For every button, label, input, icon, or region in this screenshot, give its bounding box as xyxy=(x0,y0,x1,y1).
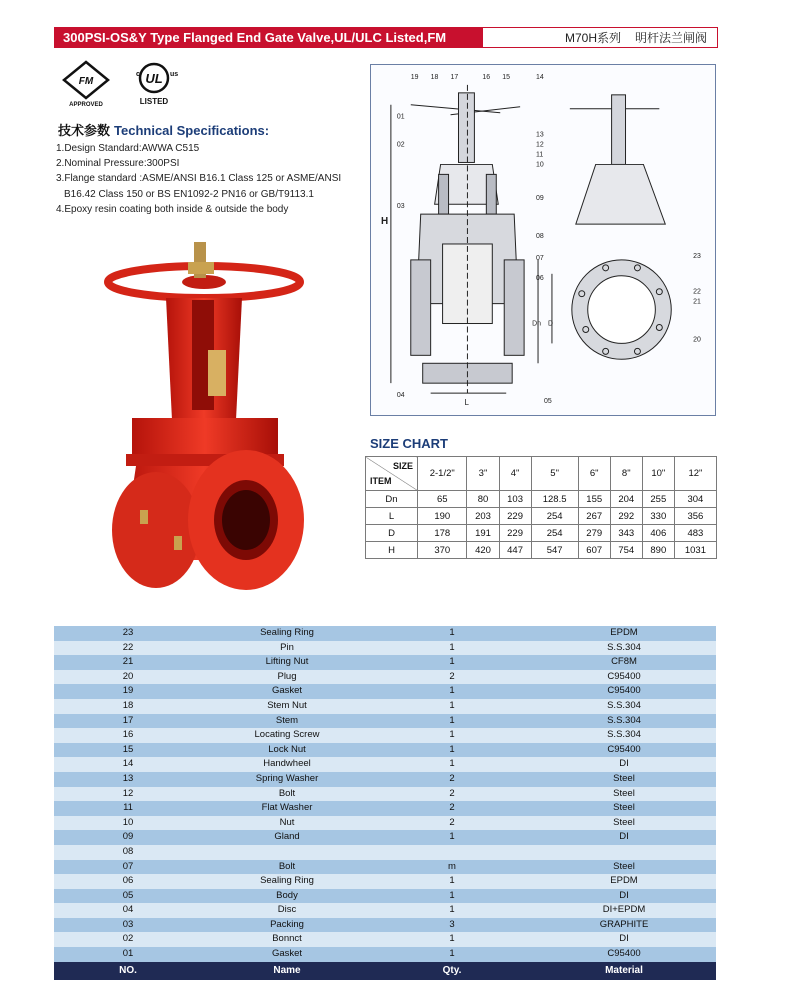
parts-header-row xyxy=(54,962,716,980)
parts-row xyxy=(54,670,716,685)
svg-text:c: c xyxy=(136,71,140,78)
part-qty: 1 xyxy=(449,889,455,901)
part-name: Stem xyxy=(275,714,299,726)
part-material: S.S.304 xyxy=(607,641,641,653)
model-number: M70H系列 xyxy=(564,31,621,45)
part-material: S.S.304 xyxy=(607,714,641,726)
part-qty: 1 xyxy=(449,875,455,887)
part-material: DI xyxy=(619,933,629,945)
part-qty: 1 xyxy=(449,656,455,668)
size-cell: 204 xyxy=(610,491,642,508)
part-material: DI xyxy=(619,831,629,843)
parts-row xyxy=(54,787,716,802)
part-no: 19 xyxy=(122,685,134,697)
drawing-label: 16 xyxy=(482,73,491,81)
page-header xyxy=(54,27,718,64)
valve-technical-drawing xyxy=(370,64,716,416)
part-name: Gasket xyxy=(271,685,303,697)
size-cell: 191 xyxy=(467,525,499,542)
part-qty: 2 xyxy=(449,772,455,784)
model-chinese-name: 明杆法兰闸阀 xyxy=(634,31,707,45)
part-qty: 1 xyxy=(449,948,455,960)
part-material: C95400 xyxy=(607,948,641,960)
spec-item: B16.42 Class 150 or BS EN1092-2 PN16 or GB/T9113.1 xyxy=(64,188,314,200)
page-title: 300PSI-OS&Y Type Flanged End Gate Valve,UL/ULC Listed,FM Approved xyxy=(55,28,483,47)
size-cell: 406 xyxy=(642,525,674,542)
ul-logo-subtext: LISTED xyxy=(139,97,169,106)
part-name: Packing xyxy=(270,918,304,930)
size-item: H xyxy=(366,542,418,559)
parts-row xyxy=(54,757,716,772)
size-cell: 255 xyxy=(642,491,674,508)
part-no: 22 xyxy=(122,641,134,653)
part-material xyxy=(532,845,716,860)
part-qty: 1 xyxy=(449,699,455,711)
part-qty: 1 xyxy=(449,758,455,770)
ul-listed-logo xyxy=(136,64,178,106)
parts-row xyxy=(54,918,716,933)
parts-row xyxy=(54,816,716,831)
fm-logo-text: FM xyxy=(78,76,94,87)
size-cell: 483 xyxy=(674,525,716,542)
part-no: 23 xyxy=(122,627,134,638)
size-cell: 370 xyxy=(418,542,467,559)
header-material: Material xyxy=(605,964,643,976)
size-cell: 254 xyxy=(531,508,578,525)
header-no: NO. xyxy=(119,964,137,976)
size-header: 3" xyxy=(467,457,499,491)
ul-logo-text: UL xyxy=(145,71,163,86)
part-material: CF8M xyxy=(611,656,637,668)
part-material: Steel xyxy=(613,860,635,872)
size-cell: 547 xyxy=(531,542,578,559)
part-qty: 2 xyxy=(449,802,455,814)
part-qty: 1 xyxy=(449,627,455,638)
size-header: 10" xyxy=(642,457,674,491)
parts-row xyxy=(54,743,716,758)
part-no: 17 xyxy=(122,714,134,726)
certification-logos xyxy=(60,60,210,108)
part-qty xyxy=(372,845,532,860)
part-name: Plug xyxy=(277,670,297,682)
size-cell: 65 xyxy=(418,491,467,508)
drawing-label: 10 xyxy=(536,161,544,169)
size-header: 6" xyxy=(578,457,610,491)
part-name: Bolt xyxy=(278,787,296,799)
part-no: 20 xyxy=(122,670,134,682)
part-qty: 2 xyxy=(449,816,455,828)
parts-row xyxy=(54,641,716,656)
part-qty: 1 xyxy=(449,904,455,916)
part-no: 12 xyxy=(122,787,134,799)
parts-row xyxy=(54,845,716,860)
parts-row xyxy=(54,830,716,845)
size-header-row xyxy=(366,457,717,491)
size-cell: 128.5 xyxy=(531,491,578,508)
parts-row xyxy=(54,860,716,875)
size-item: Dn xyxy=(366,491,418,508)
part-qty: 2 xyxy=(449,787,455,799)
part-material: C95400 xyxy=(607,670,641,682)
parts-row xyxy=(54,655,716,670)
part-name: Sealing Ring xyxy=(260,627,314,638)
part-material: GRAPHITE xyxy=(599,918,649,930)
part-no: 11 xyxy=(123,802,133,814)
size-chart-title: SIZE CHART xyxy=(370,436,448,451)
part-name: Flat Washer xyxy=(261,802,313,814)
drawing-label: 05 xyxy=(543,398,552,406)
part-no: 15 xyxy=(122,743,134,755)
part-no: 02 xyxy=(122,933,134,945)
size-cell: 1031 xyxy=(674,542,716,559)
part-no: 13 xyxy=(122,772,134,784)
part-no: 08 xyxy=(122,845,134,857)
size-header: 4" xyxy=(499,457,531,491)
drawing-label: 04 xyxy=(396,392,405,400)
part-material: DI xyxy=(619,889,629,901)
part-name xyxy=(202,845,372,860)
header-qty: Qty. xyxy=(442,964,462,976)
valve-product-image xyxy=(96,240,306,610)
spec-item: 2.Nominal Pressure:300PSI xyxy=(56,158,180,170)
part-qty: m xyxy=(448,860,456,872)
size-chart-table xyxy=(365,456,717,559)
part-qty: 1 xyxy=(449,641,455,653)
size-cell: 103 xyxy=(499,491,531,508)
part-qty: 2 xyxy=(449,670,455,682)
size-cell: 254 xyxy=(531,525,578,542)
size-item: L xyxy=(366,508,418,525)
part-name: Gasket xyxy=(271,948,303,960)
drawing-label: 22 xyxy=(693,288,701,296)
size-row xyxy=(366,491,717,508)
drawing-label: 20 xyxy=(693,336,701,344)
part-no: 21 xyxy=(122,656,134,668)
drawing-label: 03 xyxy=(396,203,405,211)
part-no: 04 xyxy=(122,904,134,916)
size-cell: 330 xyxy=(642,508,674,525)
dimension-d-label: D xyxy=(547,320,553,328)
drawing-label: 23 xyxy=(693,252,701,260)
svg-text:us: us xyxy=(170,71,179,78)
spec-heading-en: Technical Specifications: xyxy=(114,123,270,138)
part-no: 18 xyxy=(122,699,134,711)
corner-item-label: ITEM xyxy=(370,476,392,486)
parts-row xyxy=(54,684,716,699)
parts-row xyxy=(54,889,716,904)
size-cell: 304 xyxy=(674,491,716,508)
size-cell: 343 xyxy=(610,525,642,542)
part-material: C95400 xyxy=(607,743,641,755)
drawing-label: 19 xyxy=(410,73,419,81)
drawing-label: 08 xyxy=(536,233,544,241)
part-name: Bonnct xyxy=(272,933,302,945)
part-no: 14 xyxy=(122,758,134,770)
dimension-l-label: L xyxy=(464,398,469,408)
size-cell: 178 xyxy=(418,525,467,542)
drawing-label: 07 xyxy=(536,254,544,262)
spec-heading xyxy=(58,120,269,139)
dimension-dn-label: Dn xyxy=(532,320,541,328)
drawing-label: 15 xyxy=(502,73,510,81)
part-material: S.S.304 xyxy=(607,729,641,741)
size-cell: 279 xyxy=(578,525,610,542)
part-no: 05 xyxy=(122,889,134,901)
size-cell: 190 xyxy=(418,508,467,525)
part-name: Handwheel xyxy=(263,758,311,770)
part-no: 10 xyxy=(122,816,134,828)
drawing-label: 18 xyxy=(430,73,439,81)
fm-approved-logo xyxy=(64,62,108,108)
part-qty: 1 xyxy=(449,729,455,741)
part-name: Disc xyxy=(277,904,297,916)
drawing-label: 14 xyxy=(536,73,544,81)
size-cell: 356 xyxy=(674,508,716,525)
part-qty: 1 xyxy=(449,933,455,945)
part-material: EPDM xyxy=(610,875,638,887)
corner-size-label: SIZE xyxy=(392,461,413,471)
spec-item: 1.Design Standard:AWWA C515 xyxy=(56,143,200,154)
size-cell: 229 xyxy=(499,525,531,542)
part-name: Lock Nut xyxy=(268,743,306,755)
size-row xyxy=(366,542,717,559)
parts-row xyxy=(54,932,716,947)
part-material: EPDM xyxy=(610,627,638,638)
size-header: 8" xyxy=(610,457,642,491)
part-material: Steel xyxy=(613,802,635,814)
size-row xyxy=(366,525,717,542)
fm-logo-subtext: APPROVED xyxy=(69,102,103,108)
header-name: Name xyxy=(273,964,301,976)
part-material: Steel xyxy=(613,787,635,799)
drawing-label: 09 xyxy=(536,195,544,203)
part-material: DI+EPDM xyxy=(602,904,646,916)
parts-row xyxy=(54,801,716,816)
part-name: Lifting Nut xyxy=(265,656,309,668)
drawing-label: 13 xyxy=(536,131,544,139)
spec-list xyxy=(56,141,356,217)
parts-row xyxy=(54,772,716,787)
drawing-label: 21 xyxy=(693,298,701,306)
part-name: Spring Washer xyxy=(255,772,319,784)
part-no: 06 xyxy=(122,875,134,887)
part-qty: 1 xyxy=(449,831,455,843)
part-material: Steel xyxy=(613,816,635,828)
part-no: 03 xyxy=(122,918,134,930)
size-cell: 420 xyxy=(467,542,499,559)
size-cell: 754 xyxy=(610,542,642,559)
size-item: D xyxy=(366,525,418,542)
size-cell: 80 xyxy=(467,491,499,508)
part-material: C95400 xyxy=(607,685,641,697)
part-material: Steel xyxy=(613,772,635,784)
part-no: 09 xyxy=(122,831,134,843)
model-info xyxy=(483,28,717,47)
drawing-label: 12 xyxy=(536,141,544,149)
size-header: 2-1/2" xyxy=(418,457,467,491)
parts-row xyxy=(54,714,716,729)
spec-item: 3.Flange standard :ASME/ANSI B16.1 Class 125 or ASME/ANSI xyxy=(56,173,342,185)
part-name: Sealing Ring xyxy=(260,875,314,887)
part-name: Body xyxy=(276,889,298,901)
size-cell: 447 xyxy=(499,542,531,559)
spec-heading-cn: 技术参数 xyxy=(58,123,111,138)
drawing-label: 01 xyxy=(396,113,405,121)
size-cell: 229 xyxy=(499,508,531,525)
parts-row xyxy=(54,626,716,641)
parts-list-table xyxy=(54,626,716,980)
parts-row xyxy=(54,699,716,714)
part-material: DI xyxy=(619,758,629,770)
dimension-h-label: H xyxy=(380,216,389,228)
part-no: 01 xyxy=(122,948,134,960)
size-corner-cell xyxy=(366,457,418,491)
parts-row xyxy=(54,903,716,918)
part-name: Locating Screw xyxy=(254,729,320,741)
part-name: Pin xyxy=(280,641,294,653)
size-cell: 203 xyxy=(467,508,499,525)
size-cell: 890 xyxy=(642,542,674,559)
part-qty: 1 xyxy=(449,685,455,697)
spec-item: 4.Epoxy resin coating both inside & outside the body xyxy=(56,203,289,215)
size-cell: 607 xyxy=(578,542,610,559)
part-no: 16 xyxy=(122,729,134,741)
part-material: S.S.304 xyxy=(607,699,641,711)
part-no: 07 xyxy=(122,860,134,872)
size-header: 5" xyxy=(531,457,578,491)
drawing-label: 02 xyxy=(396,141,405,149)
size-header: 12" xyxy=(674,457,716,491)
drawing-label: 17 xyxy=(450,73,459,81)
drawing-label: 11 xyxy=(536,151,544,159)
parts-row xyxy=(54,728,716,743)
size-cell: 267 xyxy=(578,508,610,525)
part-qty: 3 xyxy=(449,918,455,930)
part-name: Bolt xyxy=(278,860,296,872)
part-qty: 1 xyxy=(449,743,455,755)
size-row xyxy=(366,508,717,525)
part-qty: 1 xyxy=(449,714,455,726)
drawing-label: 06 xyxy=(536,274,544,282)
parts-row xyxy=(54,874,716,889)
part-name: Gland xyxy=(274,831,300,843)
parts-row xyxy=(54,947,716,962)
size-cell: 155 xyxy=(578,491,610,508)
size-cell: 292 xyxy=(610,508,642,525)
part-name: Stem Nut xyxy=(267,699,307,711)
part-name: Nut xyxy=(279,816,295,828)
